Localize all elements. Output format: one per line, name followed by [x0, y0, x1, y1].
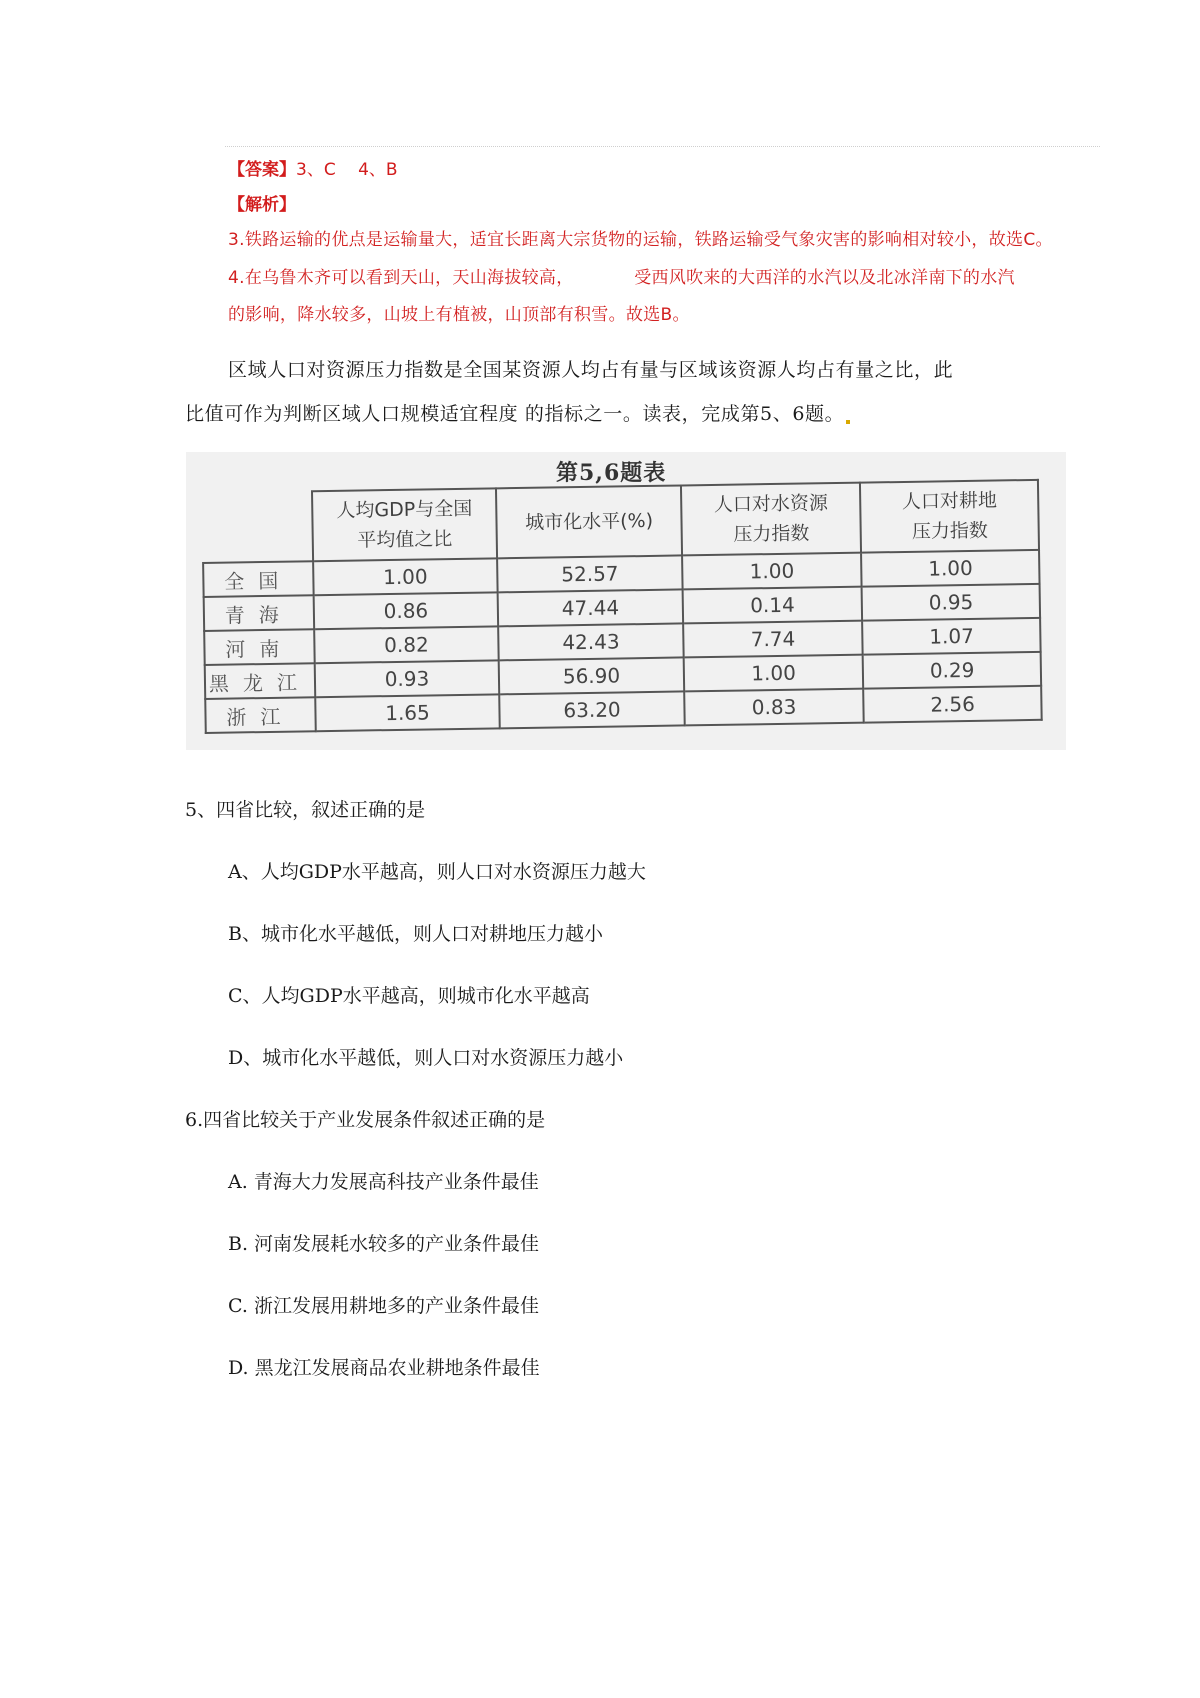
q6-option-c: C. 浙江发展用耕地多的产业条件最佳 [228, 1295, 539, 1317]
table-scan [186, 452, 1066, 750]
table-cell: 42.43 [498, 623, 683, 660]
table-cell: 63.20 [499, 691, 684, 728]
question-6-stem: 6.四省比较关于产业发展条件叙述正确的是 [185, 1109, 546, 1131]
analysis-line-2: 4.在乌鲁木齐可以看到天山，天山海拔较高， 受西风吹来的大西洋的水汽以及北冰洋南下的水汽 [228, 268, 1015, 288]
table-cell: 1.07 [863, 618, 1041, 655]
table-cell: 0.95 [862, 584, 1040, 621]
table-cell: 0.29 [863, 652, 1041, 689]
q6-option-d: D. 黑龙江发展商品农业耕地条件最佳 [228, 1357, 540, 1379]
table-cell: 0.82 [314, 626, 499, 663]
table-header-blank [202, 491, 313, 563]
q5-option-d: D、城市化水平越低，则人口对水资源压力越小 [228, 1047, 624, 1069]
table-cell: 1.00 [684, 655, 864, 692]
table-row-label: 河南 [204, 629, 314, 665]
header-divider [225, 146, 1100, 147]
table-cell: 0.14 [682, 587, 862, 624]
table-cell: 2.56 [864, 686, 1042, 723]
table-cell: 1.00 [313, 558, 498, 595]
answer-text: 3、C 4、B [296, 160, 398, 180]
table-header-cell: 人口对水资源 压力指数 [681, 483, 862, 556]
answer-label: 【答案】 [228, 160, 296, 180]
q5-option-b: B、城市化水平越低，则人口对耕地压力越小 [228, 923, 603, 945]
question-5-stem [185, 795, 425, 822]
table-cell: 52.57 [497, 555, 682, 592]
table-cell: 56.90 [499, 657, 684, 694]
table-header-cell: 人口对耕地 压力指数 [860, 480, 1039, 553]
table-cell: 0.83 [684, 689, 864, 726]
table-cell: 47.44 [498, 589, 683, 626]
table-header-cell: 城市化水平(%) [496, 485, 682, 558]
table-row-label: 青海 [204, 595, 314, 631]
q6-option-a: A. 青海大力发展高科技产业条件最佳 [228, 1171, 539, 1193]
q5-option-a: A、人均GDP水平越高，则人口对水资源压力越大 [228, 861, 646, 883]
analysis-line-3: 的影响，降水较多，山坡上有植被，山顶部有积雪。故选B。 [228, 305, 690, 325]
table-cell: 1.65 [315, 694, 500, 731]
marker-dot [846, 420, 850, 424]
q5-option-c: C、人均GDP水平越高，则城市化水平越高 [228, 985, 590, 1007]
table-cell: 1.00 [682, 553, 862, 590]
analysis-line-1: 3.铁路运输的优点是运输量大，适宜长距离大宗货物的运输，铁路运输受气象灾害的影响相对较小，故选C。 [228, 230, 1053, 250]
table-cell: 0.93 [314, 660, 499, 697]
q5-stem-text: 5、四省比较，叙述正确的是 [185, 799, 426, 821]
data-table [201, 479, 1043, 734]
intro-line-2 [185, 399, 852, 426]
table-cell: 7.74 [683, 621, 863, 658]
table-header-cell: 人均GDP与全国 平均值之比 [312, 488, 498, 561]
intro-line-1: 区域人口对资源压力指数是全国某资源人均占有量与区域该资源人均占有量之比，此 [228, 359, 954, 381]
table-cell: 1.00 [861, 550, 1039, 587]
analysis-label: 【解析】 [228, 195, 296, 215]
table-title: 第5,6题表 [556, 460, 667, 486]
table-row-label: 全国 [203, 561, 313, 597]
intro-line-2-text: 比值可作为判断区域人口规模适宜程度 的指标之一。读表，完成第5、6题。 [185, 403, 845, 425]
q6-option-b: B. 河南发展耗水较多的产业条件最佳 [228, 1233, 540, 1255]
table-cell: 0.86 [313, 592, 498, 629]
answer-line [228, 155, 398, 180]
table-row-label: 浙江 [205, 697, 315, 733]
table-header-row [202, 480, 1039, 563]
table-row-label: 黑龙江 [205, 663, 315, 699]
